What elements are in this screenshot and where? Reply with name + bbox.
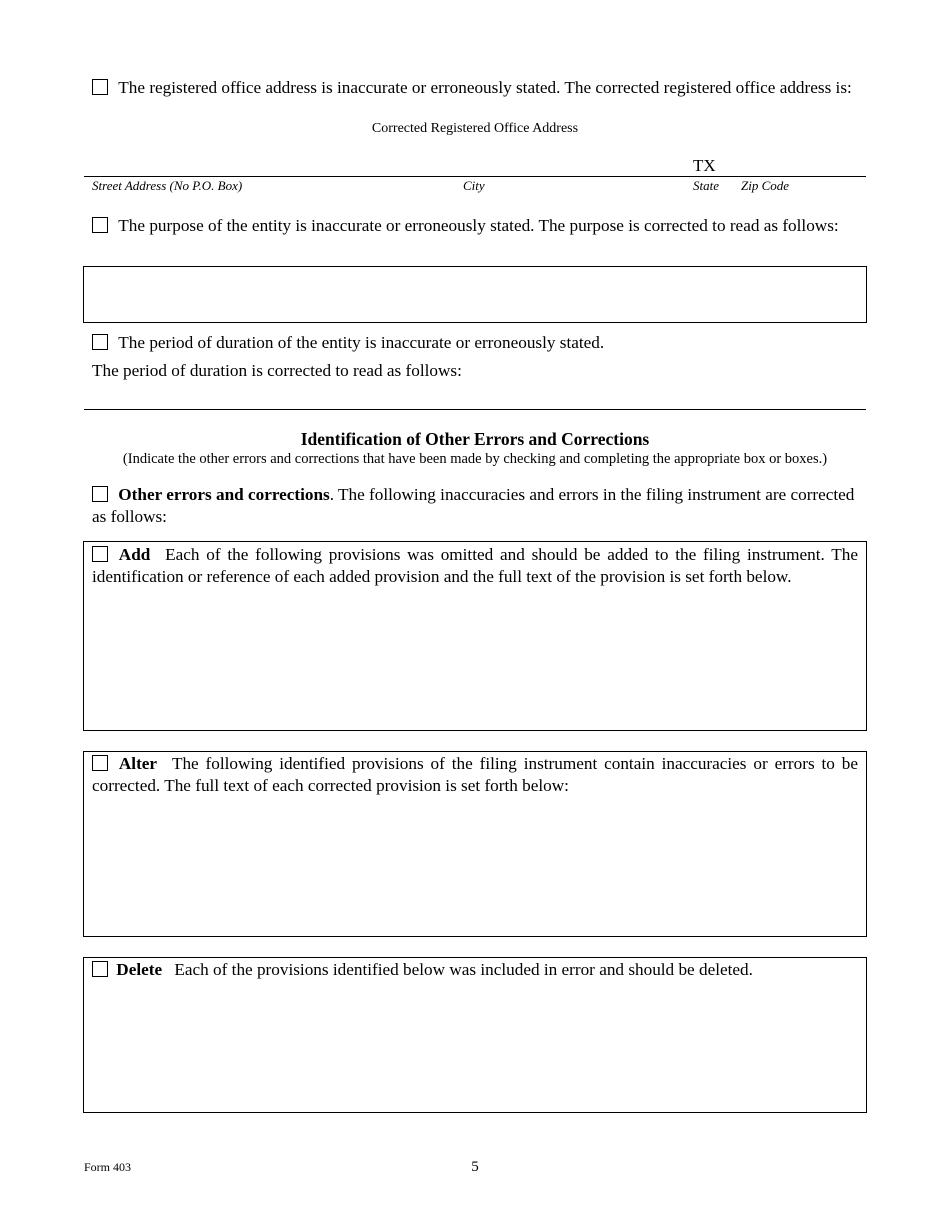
duration-line <box>84 409 866 410</box>
other-errors-heading: Identification of Other Errors and Corrections <box>300 429 650 449</box>
other-errors-checkbox[interactable] <box>92 486 108 502</box>
duration-value[interactable] <box>92 386 862 406</box>
registered-office-caption: Corrected Registered Office Address <box>371 121 579 136</box>
delete-checkbox[interactable] <box>92 961 108 977</box>
purpose-checkbox[interactable] <box>92 217 108 233</box>
form-number: Form 403 <box>84 1160 132 1174</box>
alter-box[interactable] <box>83 751 867 937</box>
delete-paragraph: Delete Each of the provisions identified below was included in error and should be deleted. <box>92 959 858 981</box>
state-label: State <box>693 178 719 193</box>
page-number: 5 <box>471 1159 479 1175</box>
add-box[interactable] <box>83 541 867 731</box>
alter-paragraph: Alter The following identified provisions of the filing instrument contain inaccuracies or errors to be corrected. The full text of each corrected provision is set forth below: <box>92 754 859 795</box>
alter-checkbox[interactable] <box>92 755 108 771</box>
add-paragraph: Add Each of the following provisions was omitted and should be added to the filing instrument. The identification or reference of each added provision and the full text of the provision is set forth below. <box>92 545 859 586</box>
registered-office-checkbox[interactable] <box>92 79 108 95</box>
purpose-statement: The purpose of the entity is inaccurate or erroneously stated. The purpose is corrected to read as follows: <box>92 215 862 237</box>
street-address-label: Street Address (No P.O. Box) <box>92 178 243 193</box>
other-errors-instruction: (Indicate the other errors and corrections that have been made by checking and completing the appropriate box or boxes.) <box>122 451 828 467</box>
registered-office-statement: The registered office address is inaccurate or erroneously stated. The corrected registered office address is: <box>92 77 862 99</box>
city-label: City <box>463 178 485 193</box>
duration-checkbox[interactable] <box>92 334 108 350</box>
purpose-text-box[interactable] <box>83 266 867 323</box>
address-line <box>84 176 866 177</box>
other-errors-statement: Other errors and corrections. The following inaccuracies and errors in the filing instrument are corrected as follows: <box>92 485 855 526</box>
delete-box[interactable] <box>83 957 867 1113</box>
duration-statement: The period of duration of the entity is inaccurate or erroneously stated. <box>92 332 862 354</box>
duration-follow-text: The period of duration is corrected to read as follows: <box>92 361 462 380</box>
state-value[interactable]: TX <box>693 156 716 175</box>
add-checkbox[interactable] <box>92 546 108 562</box>
zip-code-label: Zip Code <box>741 178 790 193</box>
